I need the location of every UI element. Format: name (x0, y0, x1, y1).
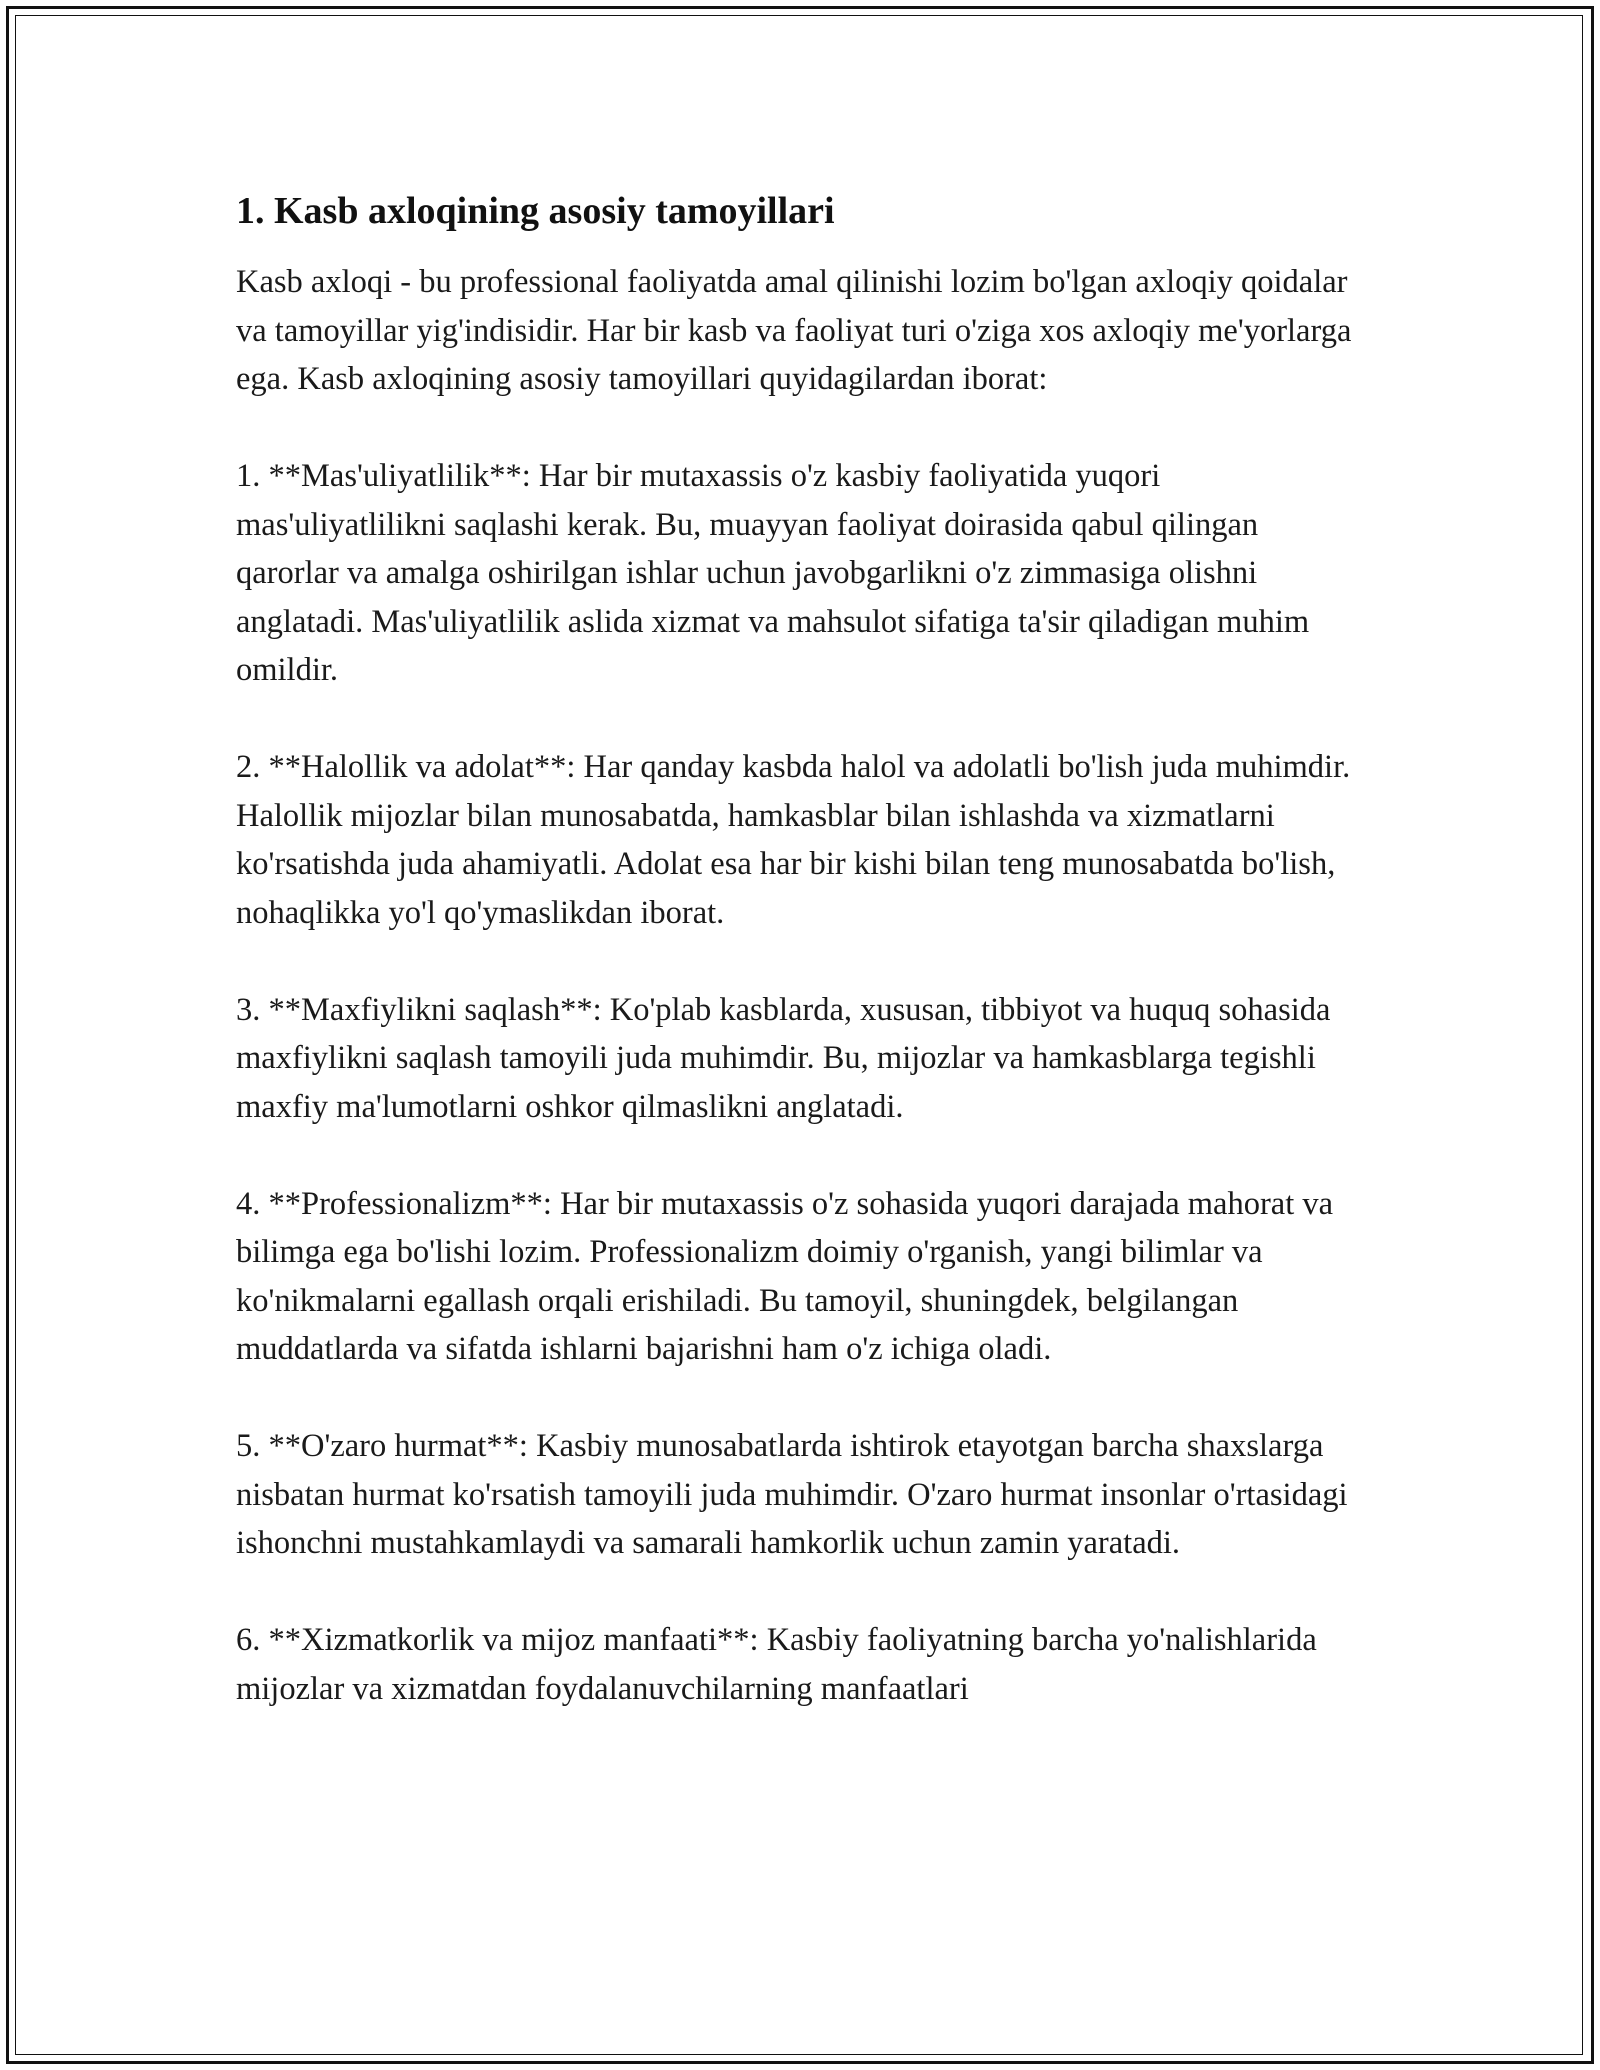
principle-confidentiality: 3. **Maxfiylikni saqlash**: Ko'plab kasblarda, xususan, tibbiyot va huquq sohasida maxfiylikni saqlash tamoyili juda muhimdir. Bu, mijozlar va hamkasblarga tegishli maxfiy ma'lumotlarni oshkor qilmaslikni anglatadi. (236, 991, 1331, 1125)
principle-responsibility: 1. **Mas'uliyatlilik**: Har bir mutaxassis o'z kasbiy faoliyatida yuqori mas'uliyatlilikni saqlashi kerak. Bu, muayyan faoliyat doirasida qabul qilingan qarorlar va amalga oshirilgan ishlar uchun javobgarlikni o'z zimmasiga olishni anglatadi. Mas'uliyatlilik aslida xizmat va mahsulot sifatiga ta'sir qiladigan muhim omildir. (236, 458, 1310, 688)
intro-paragraph: Kasb axloqi - bu professional faoliyatda amal qilinishi lozim bo'lgan axloqiy qoidalar va tamoyillar yig'indisidir. Har bir kasb va faoliyat turi o'ziga xos axloqiy me'yorlarga ega. Kasb axloqining asosiy tamoyillari quyidagilardan iborat: (236, 264, 1352, 397)
document-body (236, 186, 1366, 1713)
principle-client-service: 6. **Xizmatkorlik va mijoz manfaati**: Kasbiy faoliyatning barcha yo'nalishlarida mijozlar va xizmatdan foydalanuvchilarning manfaatlari (236, 1622, 1317, 1707)
principle-mutual-respect: 5. **O'zaro hurmat**: Kasbiy munosabatlarda ishtirok etayotgan barcha shaxslarga nisbatan hurmat ko'rsatish tamoyili juda muhimdir. O'zaro hurmat insonlar o'rtasidagi ishonchni mustahkamlaydi va samarali hamkorlik uchun zamin yaratadi. (236, 1428, 1348, 1561)
principle-honesty-justice: 2. **Halollik va adolat**: Har qanday kasbda halol va adolatli bo'lish juda muhimdir. Halollik mijozlar bilan munosabatda, hamkasblar bilan ishlashda va xizmatlarni ko'rsatishda juda ahamiyatli. Adolat esa har bir kishi bilan teng munosabatda bo'lish, nohaqlikka yo'l qo'ymaslikdan iborat. (236, 749, 1351, 931)
principle-professionalism: 4. **Professionalizm**: Har bir mutaxassis o'z sohasida yuqori darajada mahorat va bilimga ega bo'lishi lozim. Professionalizm doimiy o'rganish, yangi bilimlar va ko'nikmalarni egallash orqali erishiladi. Bu tamoyil, shuningdek, belgilangan muddatlarda va sifatda ishlarni bajarishni ham o'z ichiga oladi. (236, 1185, 1334, 1367)
section-heading: 1. Kasb axloqining asosiy tamoyillari (236, 190, 835, 232)
